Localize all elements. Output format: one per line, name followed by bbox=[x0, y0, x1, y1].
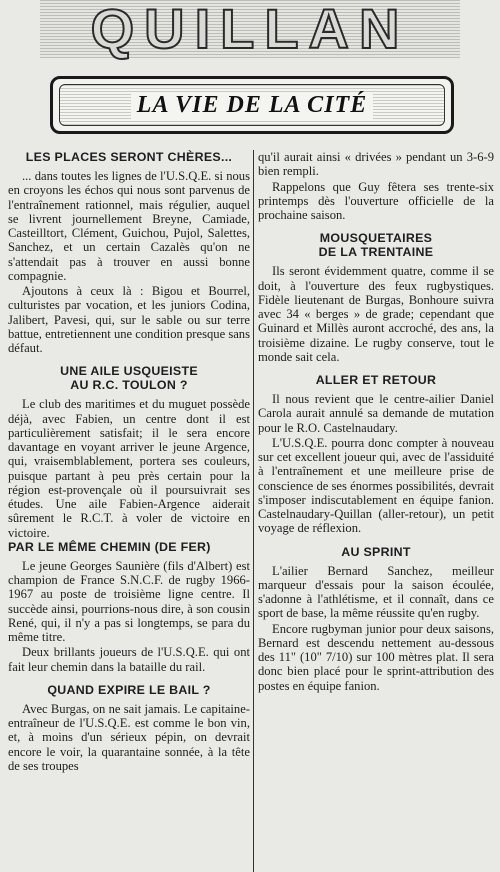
article-paragraph: Deux brillants joueurs de l'U.S.Q.E. qui ont fait leur chemin dans la bataille du rail. bbox=[8, 645, 250, 674]
article-paragraph: Le jeune Georges Saunière (fils d'Albert) est champion de France S.N.C.F. de rugby 1966-1967 au poste de troisième ligne centre. Il succède ainsi, pourrions-nous dire, à son cousin René, qui, il n'y a pas si longtemps, se para du même titre. bbox=[8, 558, 250, 644]
article-paragraph: ... dans toutes les lignes de l'U.S.Q.E. si nous en croyons les échos qui nous sont parvenus de l'entraînement rationnel, mais régulier, auquel se livrent journellement Breyne, Camiade, Casteilltort, Clément, Guichou, Pujol, Salettes, Sanchez, et un certain Cazalès qu'on ne s'attendait pas à trouver en aussi bonne compagnie. bbox=[8, 169, 250, 283]
heading-line: UNE AILE USQUEISTE bbox=[60, 364, 198, 379]
article-paragraph: Rappelons que Guy fêtera ses trente-six printemps dès l'ouverture officielle de la prochaine saison. bbox=[258, 179, 494, 222]
section-title: LA VIE DE LA CITÉ bbox=[131, 92, 373, 119]
column-divider bbox=[253, 150, 254, 872]
section-banner-inner bbox=[59, 84, 445, 126]
article-paragraph: Encore rugbyman junior pour deux saisons, Bernard est descendu nettement au-dessous des 11" (10" 7/10) sur 100 mètres plat. Il sera donc bien placé pour le sprint-attribution des postes en équipe fanion. bbox=[258, 621, 494, 693]
section-banner bbox=[50, 76, 454, 134]
article-column-left bbox=[8, 150, 250, 773]
right-article-heading bbox=[258, 545, 494, 559]
left-article-heading bbox=[8, 683, 250, 697]
article-paragraph: Il nous revient que le centre-ailier Daniel Carola aurait annulé sa demande de mutation pour le R.O. Castelnaudary. bbox=[258, 392, 494, 435]
heading-line: MOUSQUETAIRES bbox=[319, 231, 433, 246]
heading-line: ALLER ET RETOUR bbox=[315, 373, 437, 387]
heading-line: AU R.C. TOULON ? bbox=[70, 378, 188, 393]
masthead-title: QUILLAN bbox=[40, 0, 460, 58]
heading-line: LES PLACES SERONT CHÈRES... bbox=[25, 150, 233, 164]
left-article-heading bbox=[8, 364, 250, 392]
heading-line: PAR LE MÊME CHEMIN (DE FER) bbox=[8, 539, 211, 554]
article-paragraph: qu'il aurait ainsi « drivées » pendant un 3-6-9 bien rempli. bbox=[258, 150, 494, 179]
article-paragraph: Le club des maritimes et du muguet possède déjà, avec Fabien, un centre dont il est particulièrement satisfait; il le sera encore davantage en voyant arriver le jeune Argence, qui, vraisemblablement, portera ses couleurs, puisque partant à peu près certain pour la région est-provençale où il poursuivrait ses études. Une aile Fabien-Argence aiderait sûrement le R.C.T. à voler de victoire en victoire. bbox=[8, 397, 250, 540]
right-article-heading bbox=[258, 231, 494, 259]
article-paragraph: Avec Burgas, on ne sait jamais. Le capitaine-entraîneur de l'U.S.Q.E. est comme le bon vin, et, à moins d'un sérieux pépin, on devrait encore le voir, la quarantaine sonnée, à la tête de ses troupes bbox=[8, 701, 250, 773]
heading-line: QUAND EXPIRE LE BAIL ? bbox=[47, 682, 211, 697]
article-paragraph: L'ailier Bernard Sanchez, meilleur marqueur d'essais pour la saison écoulée, s'adonne à l'athlétisme, et il connaît, dans ce sport de base, la même réussite qu'en rugby. bbox=[258, 563, 494, 621]
right-article-heading bbox=[258, 373, 494, 387]
heading-line: AU SPRINT bbox=[341, 544, 411, 559]
article-column-right bbox=[258, 150, 494, 693]
article-paragraph: Ajoutons à ceux là : Bigou et Bourrel, culturistes par vocation, et les juniors Codina, Jalibert, Pavesi, qui, sur le sable ou sur terre battue, entretiennent une condition presque sans défaut. bbox=[8, 284, 251, 355]
left-article-heading bbox=[8, 150, 250, 164]
left-article-heading bbox=[8, 540, 250, 554]
article-paragraph: L'U.S.Q.E. pourra donc compter à nouveau sur cet excellent joueur qui, avec de l'assiduité à l'entraînement et une meilleure prise de conscience de ses énormes possibilités, devrait s'imposer indiscutablement en équipe fanion. Castelnaudary-Quillan (aller-retour), un petit voyage de réflexion. bbox=[258, 435, 494, 536]
heading-line: DE LA TRENTAINE bbox=[318, 245, 434, 260]
article-paragraph: Ils seront évidemment quatre, comme il se doit, à l'ouverture des feux rugbystiques. Fidèle lieutenant de Burgas, Bonhoure suivra avec 34 « berges » de grade; cependant que Guinard et Millès auront accroché, des ans, la troisième dizaine. Le rugby conserve, tout le monde sait cela. bbox=[258, 264, 494, 364]
